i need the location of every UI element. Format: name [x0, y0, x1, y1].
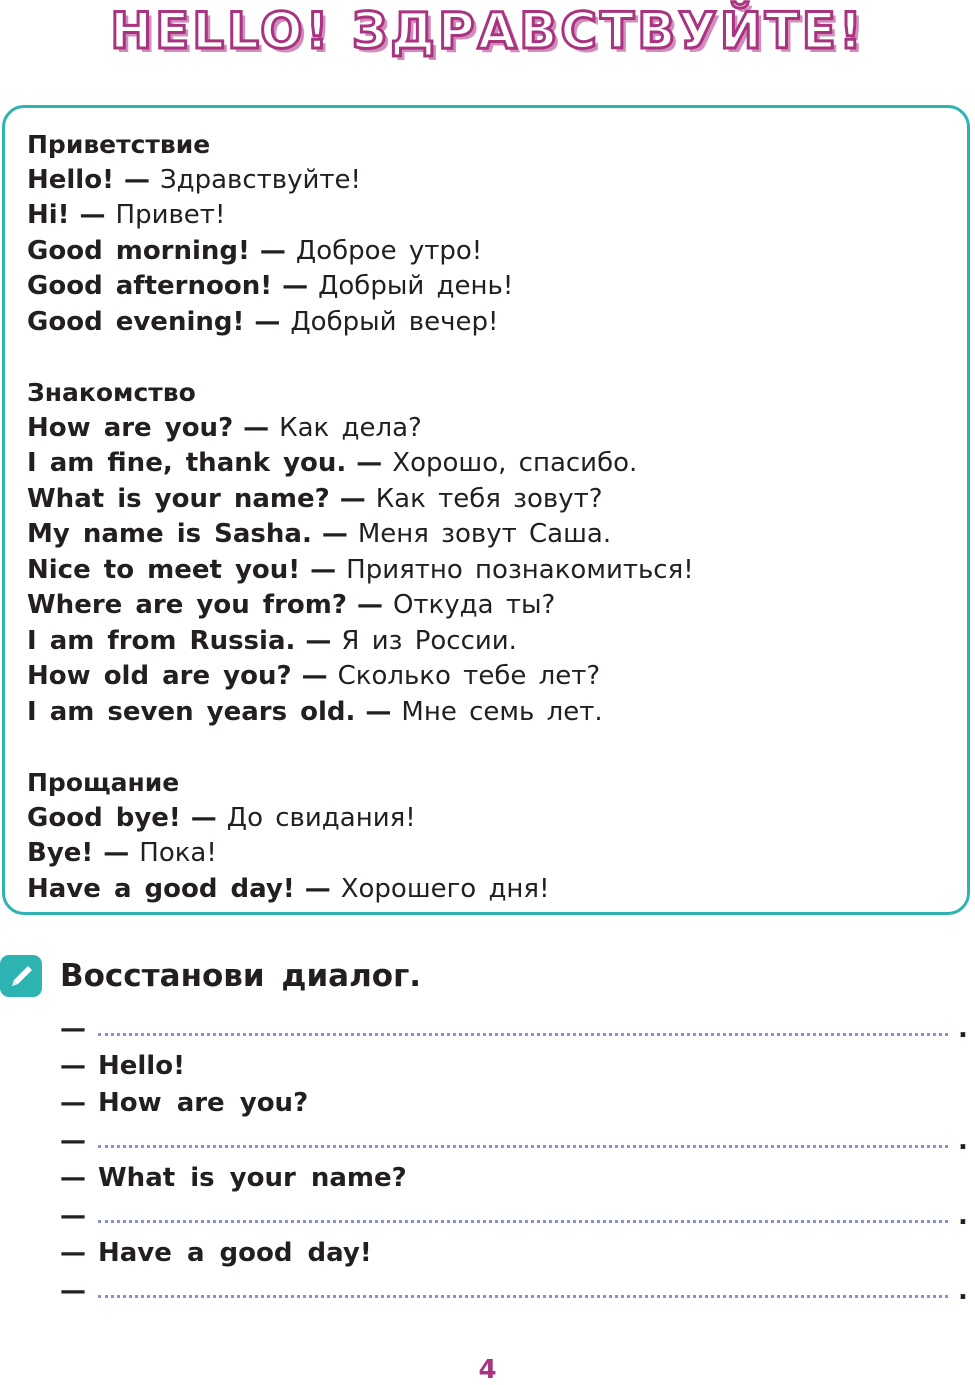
phrase-dash: — [305, 625, 332, 656]
phrase-line [27, 872, 550, 908]
dialog-text: What is your name? [98, 1163, 407, 1193]
phrase-ru: Я из России. [341, 625, 517, 656]
phrase-en: Good bye! [27, 802, 181, 833]
phrase-dash: — [282, 271, 309, 301]
phrase-en: I am from Russia. [27, 625, 296, 656]
phrase-line [27, 836, 550, 872]
dialog-end-mark: . [958, 1201, 968, 1231]
dialog-dash: — [60, 1014, 86, 1044]
dialog-dash: — [60, 1088, 86, 1118]
phrase-line [27, 659, 694, 695]
pencil-icon [0, 955, 42, 997]
phrase-ru: Добрый вечер! [290, 306, 499, 337]
phrase-dash: — [103, 838, 130, 868]
phrase-line [27, 269, 513, 305]
phrase-dash: — [365, 696, 392, 727]
phrase-dash: — [356, 448, 383, 478]
phrase-en: Where are you from? [27, 590, 347, 620]
phrase-dash: — [339, 483, 366, 514]
dialog-text: How are you? [98, 1088, 309, 1118]
phrase-ru: Мне семь лет. [401, 696, 603, 727]
dialog-dash: — [60, 1163, 86, 1193]
section-acquaintance [27, 375, 694, 730]
phrase-line [27, 411, 694, 447]
phrase-line [27, 553, 694, 589]
page-number: 4 [478, 1355, 497, 1385]
phrase-ru: Приятно познакомиться! [346, 554, 694, 585]
phrase-dash: — [310, 554, 337, 585]
phrase-en: Have a good day! [27, 873, 295, 904]
phrase-ru: Пока! [139, 838, 217, 868]
phrase-line [27, 198, 513, 234]
phrase-line [27, 517, 694, 553]
phrase-en: What is your name? [27, 483, 330, 514]
phrase-en: Good evening! [27, 306, 245, 337]
section-title: Приветствие [27, 130, 211, 159]
phrase-ru: До свидания! [226, 802, 416, 833]
answer-blank[interactable] [98, 1145, 948, 1148]
phrase-en: My name is Sasha. [27, 519, 312, 549]
dialog-dash: — [60, 1276, 86, 1306]
dialog-line-blank[interactable] [60, 1198, 970, 1234]
phrase-dash: — [356, 590, 383, 620]
phrase-en: I am seven years old. [27, 696, 356, 727]
page-title: HELLO! ЗДРАВСТВУЙТЕ! [110, 2, 865, 60]
phrase-ru: Привет! [115, 200, 226, 230]
phrase-line [27, 695, 694, 731]
task-instruction: Восстанови диалог. [60, 958, 422, 994]
phrase-ru: Доброе утро! [295, 235, 483, 266]
phrase-line [27, 163, 513, 199]
answer-blank[interactable] [98, 1295, 948, 1298]
phrase-ru: Как тебя зовут? [375, 483, 603, 514]
dialog-line [60, 1085, 970, 1121]
answer-blank[interactable] [98, 1033, 948, 1036]
section-title: Прощание [27, 768, 180, 797]
dialog-end-mark: . [958, 1126, 968, 1156]
dialog-line-blank[interactable] [60, 1011, 970, 1047]
section-title: Знакомство [27, 378, 196, 407]
dialog-end-mark: . [958, 1014, 968, 1044]
phrase-line [27, 446, 694, 482]
phrase-dash: — [123, 164, 150, 195]
phrase-line [27, 624, 694, 660]
phrase-dash: — [79, 200, 106, 230]
dialog-text: Have a good day! [98, 1238, 372, 1268]
phrase-en: Good morning! [27, 235, 250, 266]
section-greeting [27, 127, 513, 340]
phrase-en: I am fine, thank you. [27, 448, 347, 478]
phrase-en: Bye! [27, 838, 94, 868]
phrase-en: Nice to meet you! [27, 554, 301, 585]
phrase-dash: — [321, 519, 348, 549]
phrase-dash: — [190, 802, 217, 833]
answer-blank[interactable] [98, 1220, 948, 1223]
phrase-dash: — [301, 661, 328, 691]
dialog-line-blank[interactable] [60, 1123, 970, 1159]
phrase-en: Good afternoon! [27, 271, 273, 301]
phrase-ru: Меня зовут Саша. [357, 519, 612, 549]
dialog-line-blank[interactable] [60, 1273, 970, 1309]
dialog-line [60, 1048, 970, 1084]
phrase-ru: Хорошо, спасибо. [392, 448, 638, 478]
dialog-dash: — [60, 1126, 86, 1156]
phrase-en: Hi! [27, 200, 70, 230]
dialog-line [60, 1160, 970, 1196]
phrase-line [27, 482, 694, 518]
dialog-dash: — [60, 1201, 86, 1231]
phrase-box [2, 105, 970, 915]
phrase-line [27, 801, 550, 837]
phrase-en: How old are you? [27, 661, 292, 691]
phrase-en: Hello! [27, 164, 114, 195]
phrase-ru: Хорошего дня! [340, 873, 550, 904]
dialog-dash: — [60, 1238, 86, 1268]
phrase-en: How are you? [27, 412, 234, 443]
phrase-ru: Сколько тебе лет? [337, 661, 601, 691]
dialog-dash: — [60, 1051, 86, 1081]
dialog-text: Hello! [98, 1051, 185, 1081]
phrase-line [27, 588, 694, 624]
phrase-ru: Здравствуйте! [159, 164, 361, 195]
section-farewell [27, 765, 550, 907]
phrase-line [27, 234, 513, 270]
dialog-end-mark: . [958, 1276, 968, 1306]
phrase-dash: — [259, 235, 286, 266]
phrase-dash: — [254, 306, 281, 337]
phrase-ru: Как дела? [279, 412, 422, 443]
phrase-line [27, 305, 513, 341]
phrase-ru: Откуда ты? [392, 590, 556, 620]
phrase-dash: — [304, 873, 331, 904]
dialog-line [60, 1235, 970, 1271]
phrase-ru: Добрый день! [318, 271, 514, 301]
phrase-dash: — [243, 412, 270, 443]
